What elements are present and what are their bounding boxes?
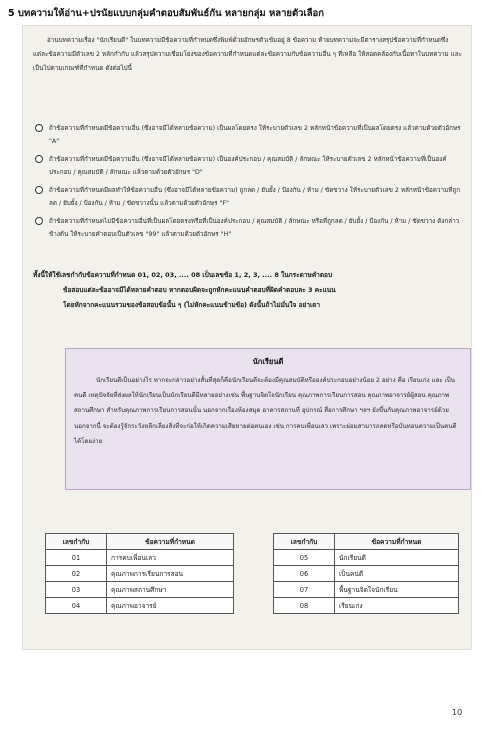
code-cell: 06 [274, 566, 335, 582]
table-row [46, 582, 234, 598]
table-row [274, 566, 459, 582]
page-number: 10 [452, 708, 463, 717]
criteria-text: ถ้าข้อความที่กำหนดมีข้อความอื่น (ซึ่งอาจมีได้หลายข้อความ) เป็นผลโดยตรง ให้ระบายตัวเลข 2 หลักหน้าข้อความที่เป็นผลโดยตรง แล้วตามด้วยตัวอักษร "A" [49, 125, 461, 145]
criteria-item-f [33, 184, 463, 210]
criteria-text: ถ้าข้อความที่กำหนดไม่มีข้อความอื่นที่เป็นผลโดยตรงหรือที่เป็นองค์ประกอบ / คุณสมบัติ / ลักษณะ หรือที่ถูกลด / ยับยั้ง / ป้องกัน / ห้าม / ขัดขวาง ดังกล่าวข้างต้น ให้ระบายคำตอบเป็นตัวเลข "99" แล้วตามด้วยตัวอักษร "H" [49, 218, 460, 238]
bullet-circle-icon [35, 124, 43, 132]
intro-section [33, 34, 463, 76]
article-box [65, 348, 471, 490]
column-header-code: เลขกำกับ [46, 534, 107, 550]
table-row [274, 598, 459, 614]
table-row [46, 566, 234, 582]
page-heading: 5 บทความให้อ่าน+ปรนัยแบบกลุ่มคำตอบสัมพันธ์กัน หลายกลุ่ม หลายตัวเลือก [8, 8, 325, 19]
bullet-circle-icon [35, 186, 43, 194]
table-row [46, 550, 234, 566]
statement-cell: การคบเพื่อนเลว [107, 550, 234, 566]
table-row [274, 582, 459, 598]
statement-table-right [273, 533, 459, 614]
table-header-row [46, 534, 234, 550]
intro-paragraph: อ่านบทความเรื่อง "นักเรียนดี" ในบทความมีข้อความที่กำหนดซึ่งพิมพ์ด้วยอักษรตัวเข้มอยู่ 8 ข้อความ ท้ายบทความจะมีตารางสรุปข้อความที่กำหนดซึ่งแต่ละข้อความมีตัวเลข 2 หลักกำกับ แล้วสรุปความเชื่อมโยงของข้อความที่กำหนดแต่ละข้อความกับข้อความอื่น ๆ ที่เหลือ ให้สอดคล้องกับเนื้อหาในบทความ และเป็นไปตามเกณฑ์ที่กำหนด ดังต่อไปนี้ [33, 37, 463, 72]
statement-cell: พื้นฐานจิตใจนักเรียน [335, 582, 459, 598]
instructions [33, 268, 463, 313]
code-cell: 01 [46, 550, 107, 566]
statement-table-left [45, 533, 234, 614]
criteria-item-d [33, 153, 463, 179]
instruction-line-2: ข้อสอบแต่ละข้ออาจมีได้หลายคำตอบ หากตอบผิดจะถูกหักคะแนนคำตอบที่ผิดคำตอบละ 3 คะแนน [63, 286, 336, 294]
criteria-text: ถ้าข้อความที่กำหนดมีผลทำให้ข้อความอื่น (ซึ่งอาจมีได้หลายข้อความ) ถูกลด / ยับยั้ง / ป้องกัน / ห้าม / ขัดขวาง ให้ระบายตัวเลข 2 หลักหน้าข้อความที่ถูกลด / ยับยั้ง / ป้องกัน / ห้าม / ขัดขวางนั้น แล้วตามด้วยตัวอักษร "F" [49, 187, 461, 207]
criteria-text: ถ้าข้อความที่กำหนดมีข้อความอื่น (ซึ่งอาจมีได้หลายข้อความ) เป็นองค์ประกอบ / คุณสมบัติ / ลักษณะ ให้ระบายตัวเลข 2 หลักหน้าข้อความที่เป็นองค์ประกอบ / คุณสมบัติ / ลักษณะ แล้วตามด้วยตัวอักษร "D" [49, 156, 447, 176]
code-cell: 08 [274, 598, 335, 614]
criteria-item-h [33, 215, 463, 241]
table-row [274, 550, 459, 566]
column-header-statement: ข้อความที่กำหนด [335, 534, 459, 550]
statement-cell: คุณภาพการเรียนการสอน [107, 566, 234, 582]
column-header-statement: ข้อความที่กำหนด [107, 534, 234, 550]
bullet-circle-icon [35, 217, 43, 225]
statement-cell: เรียนเก่ง [335, 598, 459, 614]
article-title: นักเรียนดี [252, 357, 284, 366]
scanned-page [22, 25, 472, 650]
statement-cell: นักเรียนดี [335, 550, 459, 566]
statement-cell: เป็นคนดี [335, 566, 459, 582]
criteria-item-a [33, 122, 463, 148]
article-body [74, 373, 462, 449]
table-header-row [274, 534, 459, 550]
statement-cell: คุณภาพสถานศึกษา [107, 582, 234, 598]
instruction-line-3: โดยหักจากคะแนนรวมของข้อสอบข้อนั้น ๆ (ไม่หักคะแนนข้ามข้อ) ดังนั้นถ้าไม่มั่นใจ อย่าเดา [63, 301, 321, 309]
bullet-circle-icon [35, 155, 43, 163]
code-cell: 07 [274, 582, 335, 598]
criteria-list [33, 122, 463, 246]
code-cell: 03 [46, 582, 107, 598]
column-header-code: เลขกำกับ [274, 534, 335, 550]
code-cell: 04 [46, 598, 107, 614]
table-row [46, 598, 234, 614]
code-cell: 02 [46, 566, 107, 582]
instruction-line-1: ทั้งนี้ให้ใช้เลขกำกับข้อความที่กำหนด 01, 02, 03, .... 08 เป็นเลขข้อ 1, 2, 3, .... 8 ในกระดาษคำตอบ [33, 271, 333, 279]
article-text: นักเรียนดีเป็นอย่างไร หากจะกล่าวอย่างสั้นที่สุดก็คือนักเรียนดีจะต้องมีคุณสมบัติหรือองค์ประกอบอย่างน้อย 2 อย่าง คือ เรียนเก่ง และ เป็นคนดี เหตุปัจจัยที่ส่งผลให้นักเรียนเป็นนักเรียนดีมีหลายอย่างเช่น พื้นฐานจิตใจนักเรียน คุณภาพการเรียนการสอน คุณภาพอาจารย์ผู้สอน คุณภาพสถานศึกษา สำหรับคุณภาพการเรียนการสอนนั้น นอกจากเรื่องห้องสมุด อาคารสถานที่ อุปกรณ์ สื่อการศึกษา ฯลฯ ยังขึ้นกับคุณภาพอาจารย์ด้วย นอกจากนี้ จะต้องรู้จักระวังหลีกเลี่ยงสิ่งที่จะก่อให้เกิดความเสียหายต่อตนเอง เช่น การคบเพื่อนเลว เพราะย่อมสามารถลดหรือบั่นทอนความเป็นคนดีได้โดยง่าย [74, 377, 457, 445]
code-cell: 05 [274, 550, 335, 566]
statement-cell: คุณภาพอาจารย์ [107, 598, 234, 614]
